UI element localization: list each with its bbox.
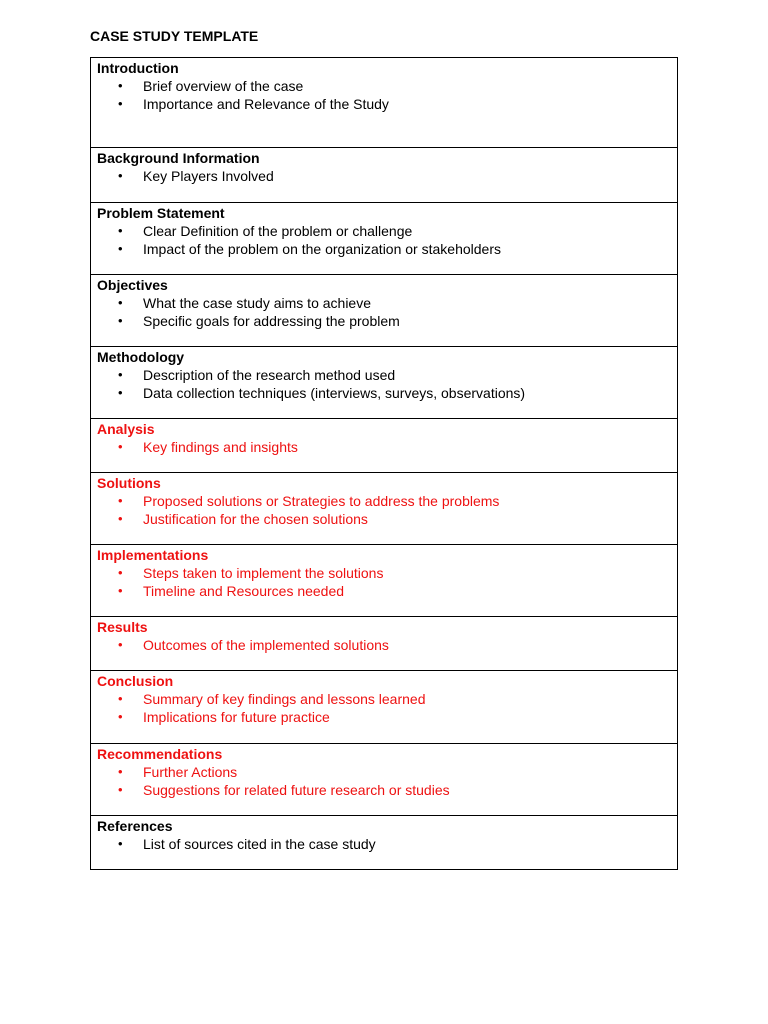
case-study-table — [90, 57, 678, 870]
section-recommendations — [91, 744, 677, 816]
section-heading: Conclusion — [97, 673, 174, 689]
bullet-icon: • — [118, 691, 123, 706]
bullet-icon: • — [118, 836, 123, 851]
section-heading: Problem Statement — [97, 205, 225, 221]
list-item-text: Description of the research method used — [143, 367, 396, 383]
page-title: CASE STUDY TEMPLATE — [90, 28, 259, 44]
list-item — [97, 438, 671, 456]
list-item-text: List of sources cited in the case study — [143, 836, 376, 852]
list-item — [97, 636, 671, 654]
bullet-icon: • — [118, 295, 123, 310]
list-item-text: What the case study aims to achieve — [143, 295, 371, 311]
bullet-list — [97, 366, 671, 402]
list-item-text: Clear Definition of the problem or challenge — [143, 223, 413, 239]
section-methodology — [91, 347, 677, 419]
section-heading: Recommendations — [97, 746, 223, 762]
bullet-icon: • — [118, 78, 123, 93]
bullet-icon: • — [118, 313, 123, 328]
bullet-list — [97, 564, 671, 600]
section-heading: Analysis — [97, 421, 155, 437]
section-heading: Results — [97, 619, 148, 635]
section-objectives — [91, 275, 677, 347]
list-item — [97, 781, 671, 799]
list-item — [97, 582, 671, 600]
list-item — [97, 294, 671, 312]
list-item — [97, 564, 671, 582]
list-item-text: Proposed solutions or Strategies to address the problems — [143, 493, 500, 509]
bullet-list — [97, 222, 671, 258]
bullet-icon: • — [118, 511, 123, 526]
list-item — [97, 95, 671, 113]
list-item-text: Justification for the chosen solutions — [143, 511, 368, 527]
bullet-icon: • — [118, 782, 123, 797]
bullet-list — [97, 167, 671, 185]
bullet-icon: • — [118, 583, 123, 598]
bullet-icon: • — [118, 385, 123, 400]
section-heading: Solutions — [97, 475, 161, 491]
section-problem-statement — [91, 203, 677, 275]
list-item — [97, 77, 671, 95]
bullet-icon: • — [118, 764, 123, 779]
bullet-icon: • — [118, 565, 123, 580]
section-heading: Implementations — [97, 547, 209, 563]
bullet-icon: • — [118, 367, 123, 382]
bullet-list — [97, 77, 671, 113]
list-item-text: Impact of the problem on the organization or stakeholders — [143, 241, 501, 257]
list-item — [97, 222, 671, 240]
list-item — [97, 384, 671, 402]
bullet-icon: • — [118, 709, 123, 724]
list-item-text: Key Players Involved — [143, 168, 274, 184]
bullet-list — [97, 690, 671, 726]
section-heading: References — [97, 818, 173, 834]
section-analysis — [91, 419, 677, 473]
list-item-text: Further Actions — [143, 764, 238, 780]
list-item — [97, 167, 671, 185]
bullet-list — [97, 763, 671, 799]
list-item-text: Data collection techniques (interviews, surveys, observations) — [143, 385, 526, 401]
bullet-icon: • — [118, 96, 123, 111]
bullet-icon: • — [118, 241, 123, 256]
list-item — [97, 835, 671, 853]
list-item — [97, 366, 671, 384]
list-item-text: Timeline and Resources needed — [143, 583, 345, 599]
bullet-list — [97, 294, 671, 330]
bullet-list — [97, 835, 671, 853]
section-heading: Introduction — [97, 60, 179, 76]
list-item-text: Summary of key findings and lessons learned — [143, 691, 426, 707]
list-item — [97, 312, 671, 330]
section-solutions — [91, 473, 677, 545]
bullet-icon: • — [118, 168, 123, 183]
section-heading: Methodology — [97, 349, 185, 365]
section-results — [91, 617, 677, 671]
section-references — [91, 816, 677, 870]
bullet-list — [97, 438, 671, 456]
bullet-icon: • — [118, 493, 123, 508]
list-item-text: Specific goals for addressing the problem — [143, 313, 400, 329]
list-item-text: Implications for future practice — [143, 709, 330, 725]
section-introduction — [91, 58, 677, 148]
section-conclusion — [91, 671, 677, 744]
list-item-text: Importance and Relevance of the Study — [143, 96, 389, 112]
list-item — [97, 763, 671, 781]
list-item — [97, 510, 671, 528]
section-implementations — [91, 545, 677, 617]
section-background-information — [91, 148, 677, 203]
list-item — [97, 492, 671, 510]
bullet-icon: • — [118, 223, 123, 238]
list-item-text: Steps taken to implement the solutions — [143, 565, 384, 581]
section-heading: Background Information — [97, 150, 260, 166]
bullet-icon: • — [118, 439, 123, 454]
section-heading: Objectives — [97, 277, 168, 293]
list-item-text: Key findings and insights — [143, 439, 298, 455]
bullet-list — [97, 492, 671, 528]
list-item-text: Suggestions for related future research or studies — [143, 782, 450, 798]
bullet-icon: • — [118, 637, 123, 652]
list-item — [97, 708, 671, 726]
list-item-text: Outcomes of the implemented solutions — [143, 637, 389, 653]
list-item — [97, 690, 671, 708]
bullet-list — [97, 636, 671, 654]
list-item — [97, 240, 671, 258]
list-item-text: Brief overview of the case — [143, 78, 304, 94]
